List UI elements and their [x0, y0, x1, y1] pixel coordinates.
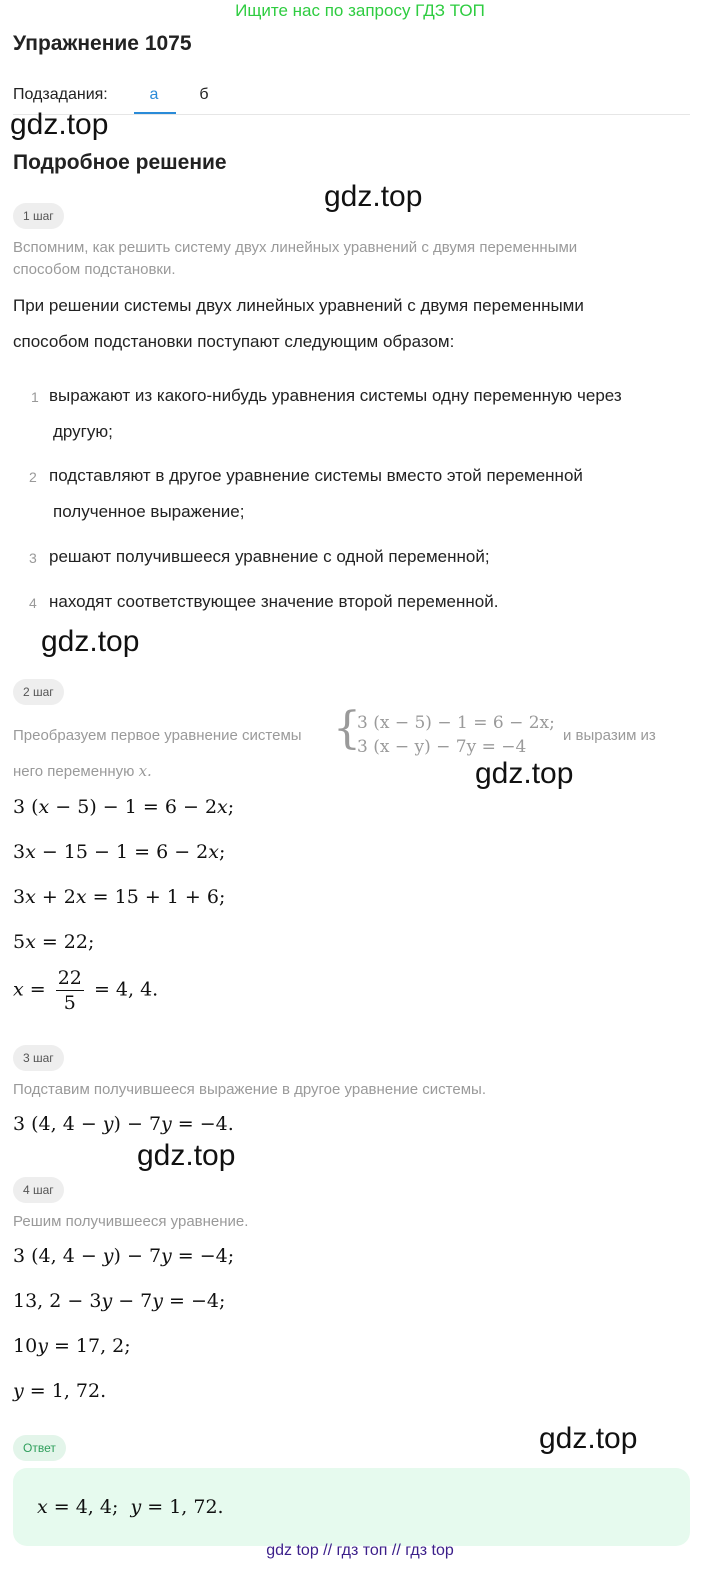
- step-badge: 2 шаг: [13, 679, 64, 705]
- watermark: gdz.top: [539, 1422, 638, 1455]
- tabs-divider: [13, 114, 690, 115]
- footer-links: [0, 1542, 720, 1560]
- hint-text: него переменную: [13, 763, 135, 780]
- math-line: y = 1, 72.: [13, 1380, 107, 1402]
- body-text: При решении системы двух линейных уравнений с двумя переменными: [13, 296, 584, 315]
- footer-link-gdz-top[interactable]: gdz top: [266, 1542, 319, 1559]
- body-text: способом подстановки поступают следующим образом:: [13, 332, 455, 351]
- step-hint: Решим получившееся уравнение.: [13, 1213, 249, 1230]
- footer-separator: //: [391, 1542, 401, 1559]
- answer-badge: Ответ: [13, 1435, 66, 1461]
- footer-separator: //: [323, 1542, 333, 1559]
- math-line: 3x − 15 − 1 = 6 − 2x;: [13, 841, 226, 863]
- top-banner[interactable]: Ищите нас по запросу ГДЗ ТОП: [235, 1, 485, 20]
- page-title: Упражнение 1075: [13, 32, 192, 55]
- step-hint: Вспомним, как решить систему двух линейных уравнений с двумя переменными: [13, 239, 578, 256]
- list-number: 3: [29, 550, 37, 566]
- math-line: 13, 2 − 3y − 7y = −4;: [13, 1290, 226, 1312]
- tab-b[interactable]: б: [199, 86, 209, 103]
- math-line: 3 (x − 5) − 1 = 6 − 2x;: [13, 796, 235, 818]
- math-line: 3 (4, 4 − y) − 7y = −4.: [13, 1113, 234, 1135]
- step-hint: и выразим из: [563, 727, 656, 744]
- step-badge: 4 шаг: [13, 1177, 64, 1203]
- list-item: полученное выражение;: [53, 502, 245, 521]
- footer-link-gdz-top-ru[interactable]: гдз топ: [336, 1542, 388, 1559]
- math-line: 5x = 22;: [13, 931, 95, 953]
- section-title: Подробное решение: [13, 151, 227, 174]
- subtasks-label: Подзадания:: [13, 86, 108, 103]
- step-badge: 1 шаг: [13, 203, 64, 229]
- tab-a[interactable]: а: [149, 86, 159, 103]
- watermark: gdz.top: [10, 108, 109, 141]
- watermark: gdz.top: [324, 180, 423, 213]
- math-line: 10y = 17, 2;: [13, 1335, 131, 1357]
- system-brace: {: [333, 703, 361, 754]
- watermark: gdz.top: [41, 625, 140, 658]
- step-hint: [13, 760, 152, 783]
- list-item: выражают из какого-нибудь уравнения системы одну переменную через: [49, 386, 622, 405]
- list-item: другую;: [53, 422, 113, 441]
- watermark: gdz.top: [475, 757, 574, 790]
- hint-variable: x.: [138, 762, 152, 780]
- math-line: x = $\frac{22}{5}$ = 4, 4.: [13, 967, 159, 1014]
- math-line: 3 (4, 4 − y) − 7y = −4;: [13, 1245, 235, 1267]
- list-number: 4: [29, 595, 37, 611]
- system-equation-1: 3 (x − 5) − 1 = 6 − 2x;: [357, 713, 555, 733]
- list-number: 1: [31, 389, 39, 405]
- system-equation-2: 3 (x − y) − 7y = −4: [357, 737, 527, 757]
- list-item: подставляют в другое уравнение системы вместо этой переменной: [49, 466, 583, 485]
- step-hint: способом подстановки.: [13, 261, 176, 278]
- answer-text: x = 4, 4; y = 1, 72.: [37, 1496, 224, 1518]
- step-hint: Преобразуем первое уравнение системы: [13, 727, 302, 744]
- footer-link-gdz-top-mixed[interactable]: гдз top: [405, 1542, 454, 1559]
- list-number: 2: [29, 469, 37, 485]
- watermark: gdz.top: [137, 1139, 236, 1172]
- list-item: находят соответствующее значение второй переменной.: [49, 592, 499, 611]
- math-line: 3x + 2x = 15 + 1 + 6;: [13, 886, 226, 908]
- step-badge: 3 шаг: [13, 1045, 64, 1071]
- step-hint: Подставим получившееся выражение в другое уравнение системы.: [13, 1081, 486, 1098]
- list-item: решают получившееся уравнение с одной переменной;: [49, 547, 490, 566]
